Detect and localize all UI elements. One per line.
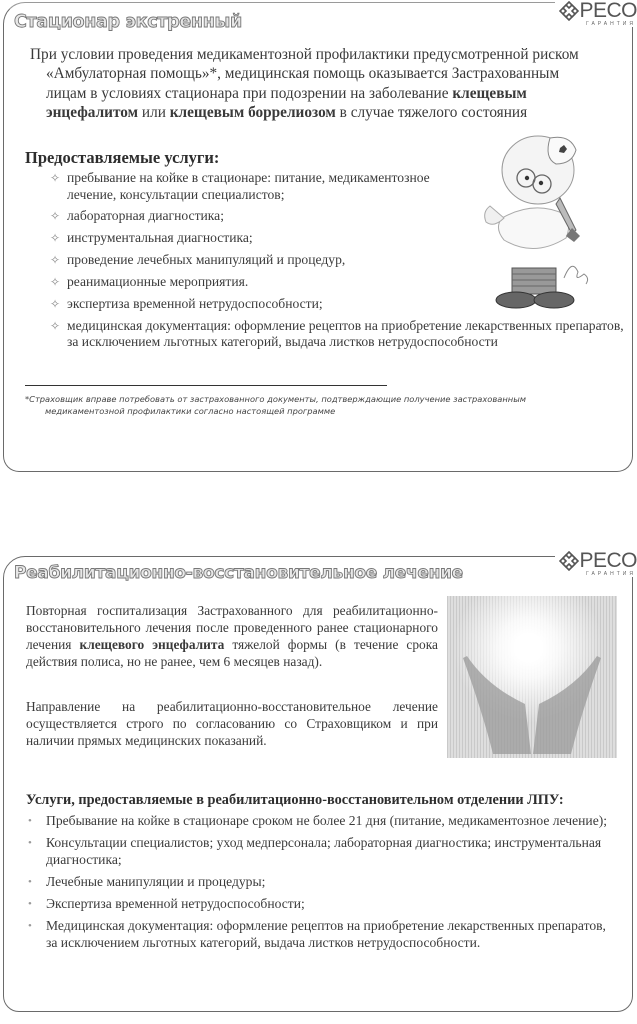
diamond-bullet-icon: ✧ xyxy=(50,253,61,268)
rehab-paragraph-2: Направление на реабилитационно-восстановительное лечение осуществляется строго по согласованию со Страховщиком и при наличии прямых медицинских показаний. xyxy=(26,699,438,748)
list-item xyxy=(26,874,611,891)
diamond-bullet-icon: ✧ xyxy=(50,171,61,185)
list-item xyxy=(50,170,480,203)
footnote-divider xyxy=(25,385,387,386)
list-item-text: медицинская документация: оформление рецептов на приобретение лекарственных препаратов, за исключением льготных категорий, выдача листков нетрудоспособности xyxy=(67,317,624,350)
diamond-bullet-icon: ✧ xyxy=(50,318,61,333)
list-item xyxy=(26,918,611,951)
diamond-bullet-icon: ✧ xyxy=(50,209,61,224)
reso-emblem-icon xyxy=(559,551,579,571)
list-item xyxy=(50,318,627,351)
list-item-text: проведение лечебных манипуляций и процедур, xyxy=(67,252,346,268)
list-item xyxy=(26,835,611,868)
paragraph-text: тяжелой формы (в течение срока действия полиса, но не ранее, чем 6 месяцев назад). xyxy=(26,636,438,669)
intro-bold-encephalitis: клещевым энцефалитом xyxy=(46,84,527,122)
list-item-text: инструментальная диагностика; xyxy=(67,230,253,246)
list-item xyxy=(26,896,611,913)
logo-subtitle: ГАРАНТИЯ xyxy=(586,571,636,577)
paragraph-bold-encephalitis: клещевого энцефалита xyxy=(79,636,225,652)
list-item xyxy=(50,252,480,269)
services-heading: Услуги, предоставляемые в реабилитационно-восстановительном отделении ЛПУ: xyxy=(26,792,564,808)
logo-word: PECO xyxy=(579,0,637,22)
paragraph-text: Повторная госпитализация Застрахованного для реабилитационно-восстановительного лечения после проведенного ранее стационарного лечения xyxy=(26,603,438,652)
list-item xyxy=(50,208,480,225)
list-item-text: Лечебные манипуляции и процедуры; xyxy=(46,873,266,889)
doctor-mascot-illustration xyxy=(480,128,592,316)
hands-illustration xyxy=(447,596,617,758)
intro-text: в случае тяжелого состояния xyxy=(335,104,528,122)
services-list xyxy=(50,170,624,356)
list-item-text: Экспертиза временной нетрудоспособности; xyxy=(46,896,305,912)
services-list xyxy=(26,813,611,957)
dot-bullet-icon: • xyxy=(28,875,32,888)
rehab-paragraph-1 xyxy=(26,603,438,671)
logo-word: PECO xyxy=(579,549,637,572)
list-item xyxy=(26,813,611,830)
logo-subtitle: ГАРАНТИЯ xyxy=(586,21,636,27)
dot-bullet-icon: • xyxy=(28,837,32,850)
list-item-text: лабораторная диагностика; xyxy=(67,208,224,224)
intro-bold-borreliosis: клещевым боррелиозом xyxy=(169,104,336,122)
list-item-text: реанимационные мероприятия. xyxy=(67,274,249,290)
list-item-text: экспертиза временной нетрудоспособности; xyxy=(67,295,323,311)
dot-bullet-icon: • xyxy=(28,920,32,933)
reso-emblem-icon xyxy=(559,1,579,21)
list-item xyxy=(50,230,480,247)
list-item-text: Пребывание на койке в стационаре сроком не более 21 дня (питание, медикаментозное лечение); xyxy=(46,813,608,828)
dot-bullet-icon: • xyxy=(28,898,32,911)
list-item xyxy=(50,274,480,291)
reso-logo xyxy=(555,0,637,27)
footnote-line-1: *Страховщик вправе потребовать от застрахованного документы, подтверждающие получение застрахованным xyxy=(25,394,527,404)
intro-paragraph xyxy=(30,45,600,123)
hands-light-image xyxy=(447,596,617,758)
list-item-text: Консультации специалистов; уход медперсонала; лабораторная диагностика; инструментальная диагностика; xyxy=(46,835,602,867)
section-title: Реабилитационно-восстановительное лечение xyxy=(14,563,463,583)
diamond-bullet-icon: ✧ xyxy=(50,275,61,290)
reso-logo xyxy=(555,550,637,577)
diamond-bullet-icon: ✧ xyxy=(50,296,61,311)
diamond-bullet-icon: ✧ xyxy=(50,231,61,246)
services-heading: Предоставляемые услуги: xyxy=(25,148,220,167)
intro-text: При условии проведения медикаментозной профилактики предусмотренной риском «Амбулаторная помощь»*, медицинская помощь оказывается Застрахованным лицам в условиях стационара при подозрении на заболевание xyxy=(30,46,579,102)
list-item xyxy=(50,296,480,313)
footnote xyxy=(25,394,615,417)
dot-bullet-icon: • xyxy=(28,815,32,827)
list-item-text: Медицинская документация: оформление рецептов на приобретение лекарственных препаратов, за исключением льготных категорий, выдача листков нетрудоспособности. xyxy=(46,918,606,950)
footnote-line-2: медикаментозной профилактики согласно настоящей программе xyxy=(45,405,336,416)
section-title: Стационар экстренный xyxy=(14,12,243,32)
list-item-text: пребывание на койке в стационаре: питание, медикаментозное лечение, консультации специалистов; xyxy=(67,170,430,202)
intro-text: или xyxy=(138,104,170,122)
